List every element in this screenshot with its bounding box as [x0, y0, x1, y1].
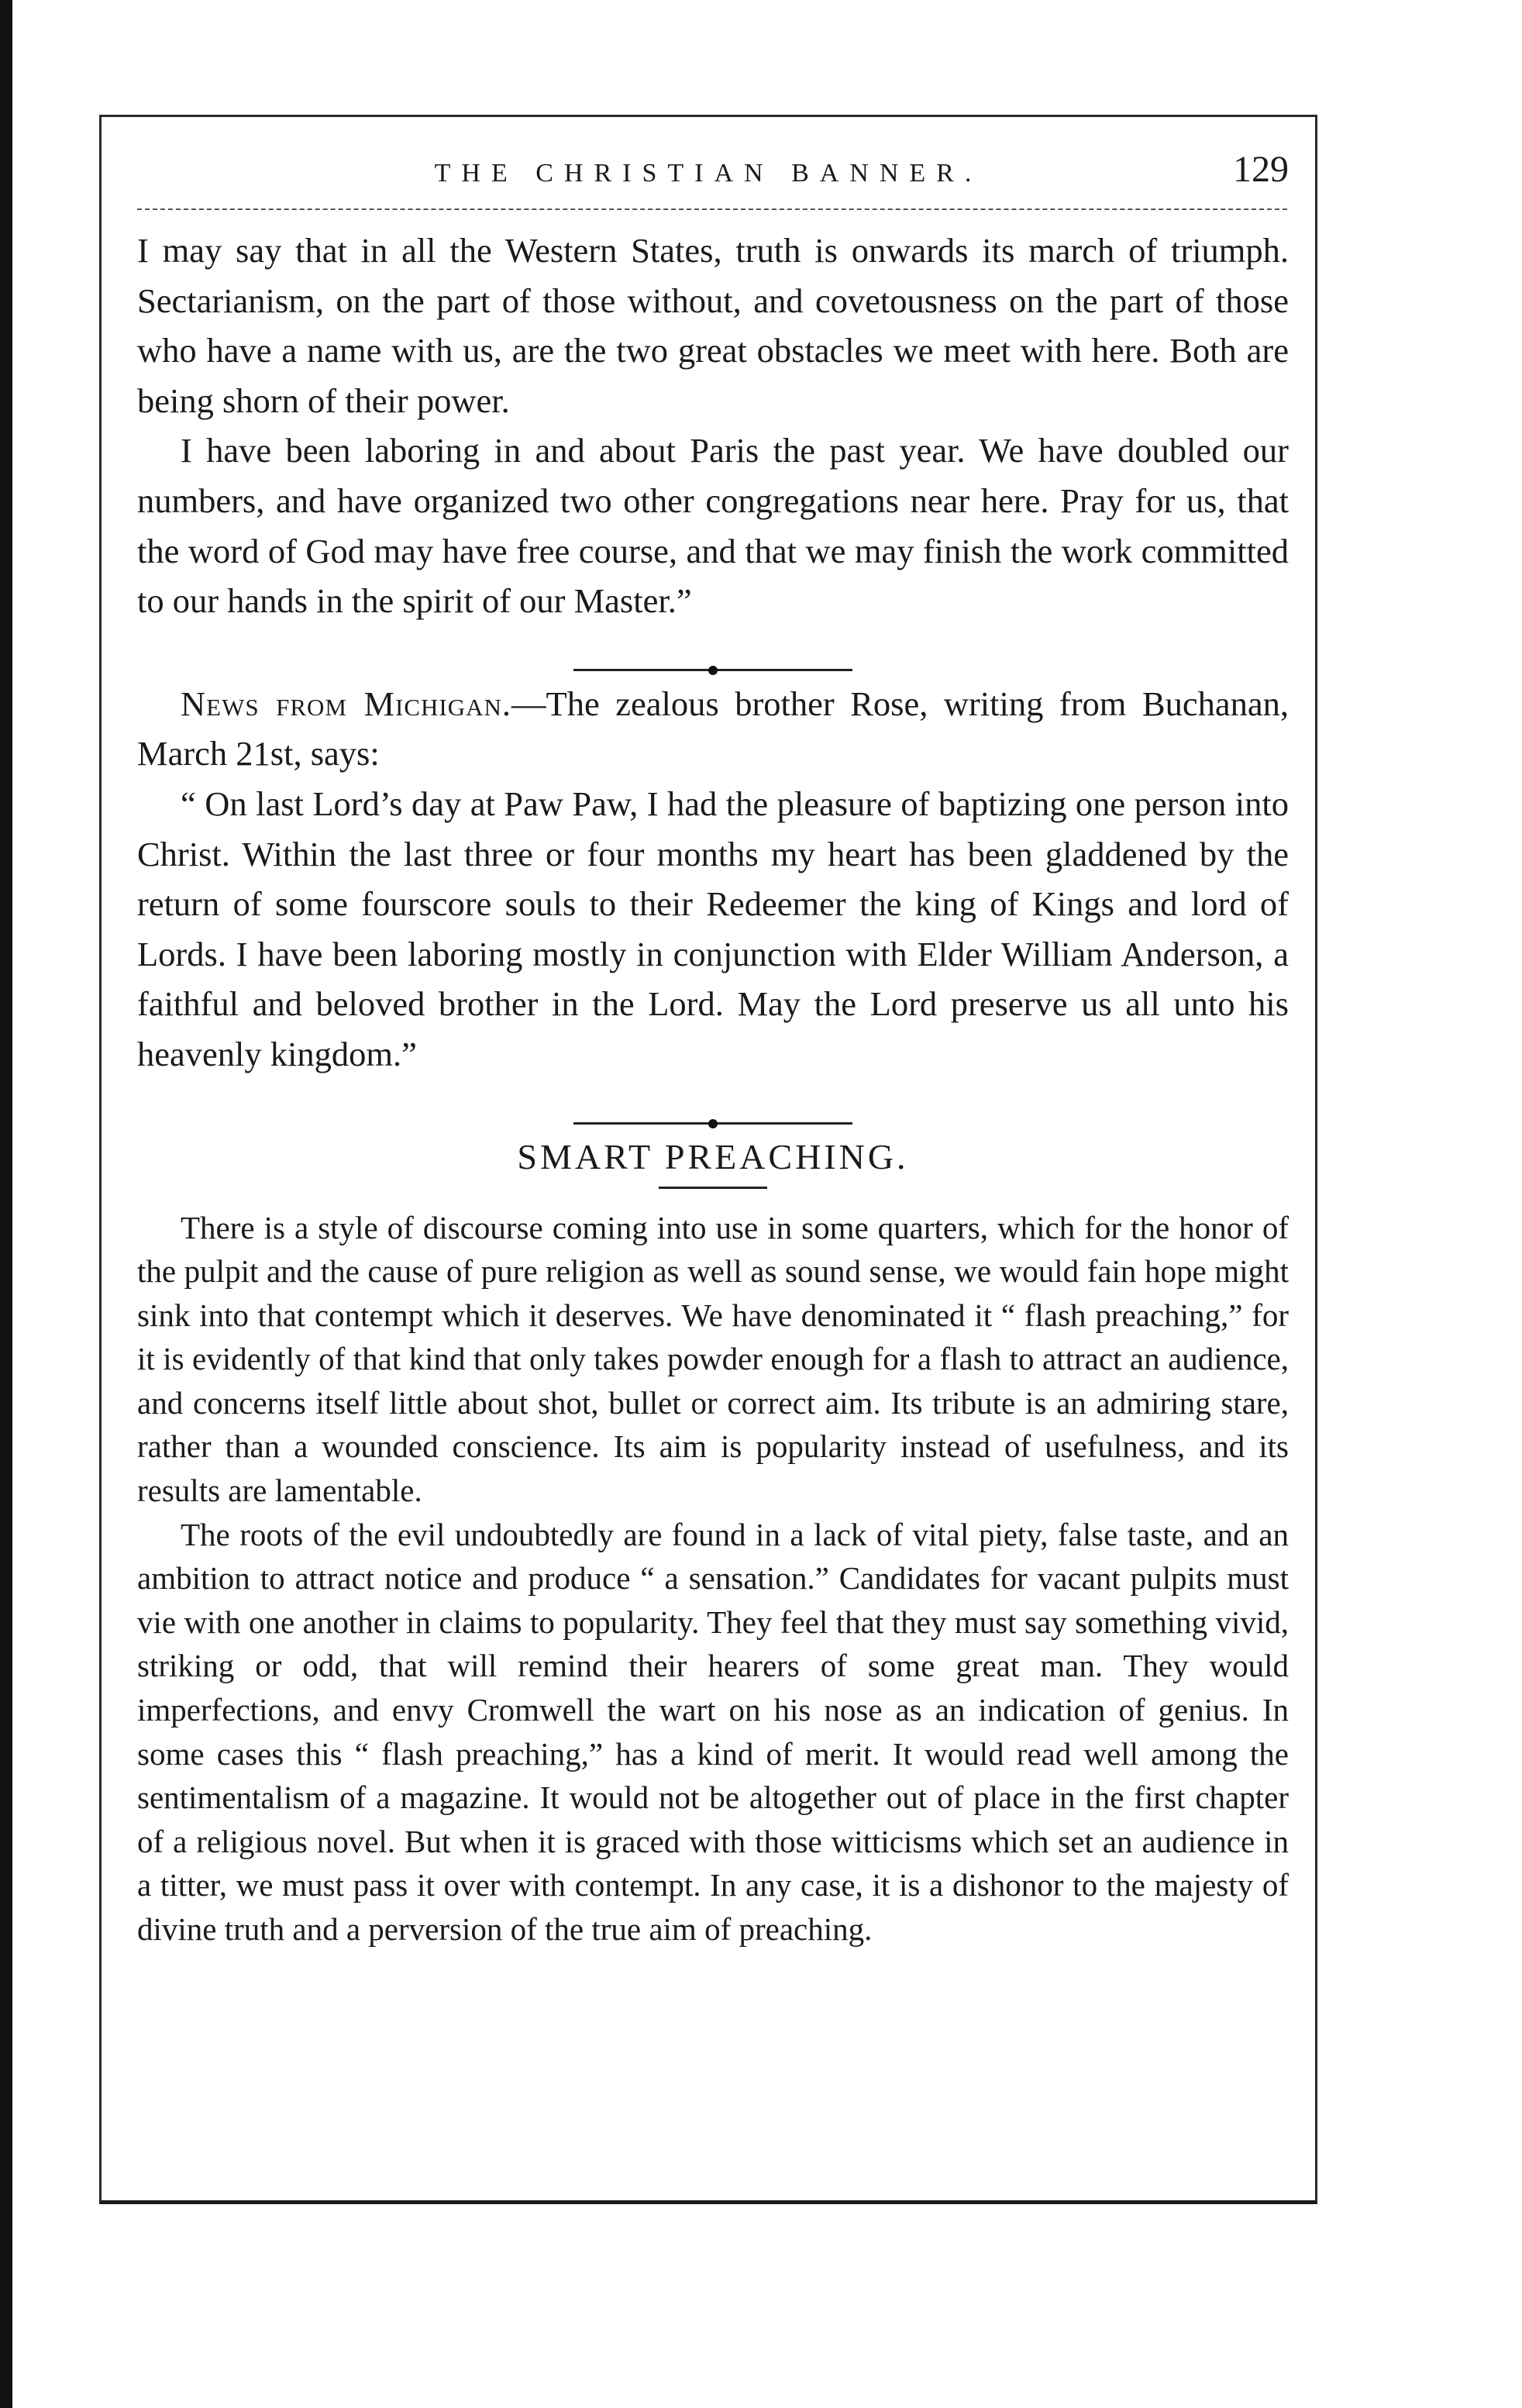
running-head: THE CHRISTIAN BANNER.	[434, 159, 983, 188]
news-letter: “ On last Lord’s day at Paw Paw, I had the pleasure of baptizing one person into Christ. Within the last three or four months my heart has been gladdened by the return of some fourscore souls to their Redeemer the king of Kings and lord of Lords. I have been laboring mostly in conjunction with Elder William Anderson, a faithful and beloved brother in the Lord. May the Lord preserve us all unto his heavenly kingdom.”	[137, 784, 1289, 1073]
section-divider	[137, 642, 1289, 662]
article-title: SMART PREACHING.	[517, 1136, 909, 1176]
article-body	[137, 1206, 1289, 1952]
binding-edge	[0, 0, 12, 2408]
news-intro: —The zealous brother Rose, writing from Buchanan, March 21st, says:	[137, 684, 1289, 773]
news-paragraph	[137, 679, 1289, 779]
page-body	[137, 226, 1289, 1952]
article-paragraph: The roots of the evil undoubtedly are found in a lack of vital piety, false taste, and an ambition to attract notice and produce “ a sensation.” Candidates for vacant pulpits must vie with one another in claims to popularity. They feel that they must say something vivid, striking or odd, that will remind their hearers of some great man. They would imperfections, and envy Cromwell the wart on his nose as an indication of genius. In some cases this “ flash preaching,” has a kind of merit. It would read well among the sentimentalism of a magazine. It would not be altogether out of place in the first chapter of a religious novel. But when it is graced with those witticisms which set an audience in a titter, we must pass it over with contempt. In any case, it is a dishonor to the majesty of divine truth and a perversion of the true aim of preaching.	[137, 1516, 1289, 1947]
section-divider	[137, 1095, 1289, 1115]
news-heading: News from Michigan.	[181, 684, 512, 723]
title-rule	[659, 1187, 767, 1189]
page-number: 129	[1233, 149, 1289, 190]
letter-paragraph: I may say that in all the Western States, truth is onwards its march of triumph. Sectarianism, on the part of those without, and covetousness on the part of those who have a name with us, are the two great obstacles we meet with here. Both are being shorn of their power.	[137, 231, 1289, 420]
letter-paragraph: I have been laboring in and about Paris the past year. We have doubled our numbers, and have organized two other congregations near here. Pray for us, that the word of God may have free course, and that we may finish the work committed to our hands in the spirit of our Master.”	[137, 431, 1289, 621]
header-rule	[137, 208, 1287, 210]
article-paragraph: There is a style of discourse coming into use in some quarters, which for the honor of the pulpit and the cause of pure religion as well as sound sense, we would fain hope might sink into that contempt which it deserves. We have denominated it “ flash preaching,” for it is evidently of that kind that only takes powder enough for a flash to attract an audience, and concerns itself little about shot, bullet or correct aim. Its tribute is an admiring stare, rather than a wounded conscience. Its aim is popularity instead of usefulness, and its results are lamentable.	[137, 1209, 1289, 1509]
page-frame	[99, 115, 1317, 2204]
page-header	[102, 148, 1315, 202]
